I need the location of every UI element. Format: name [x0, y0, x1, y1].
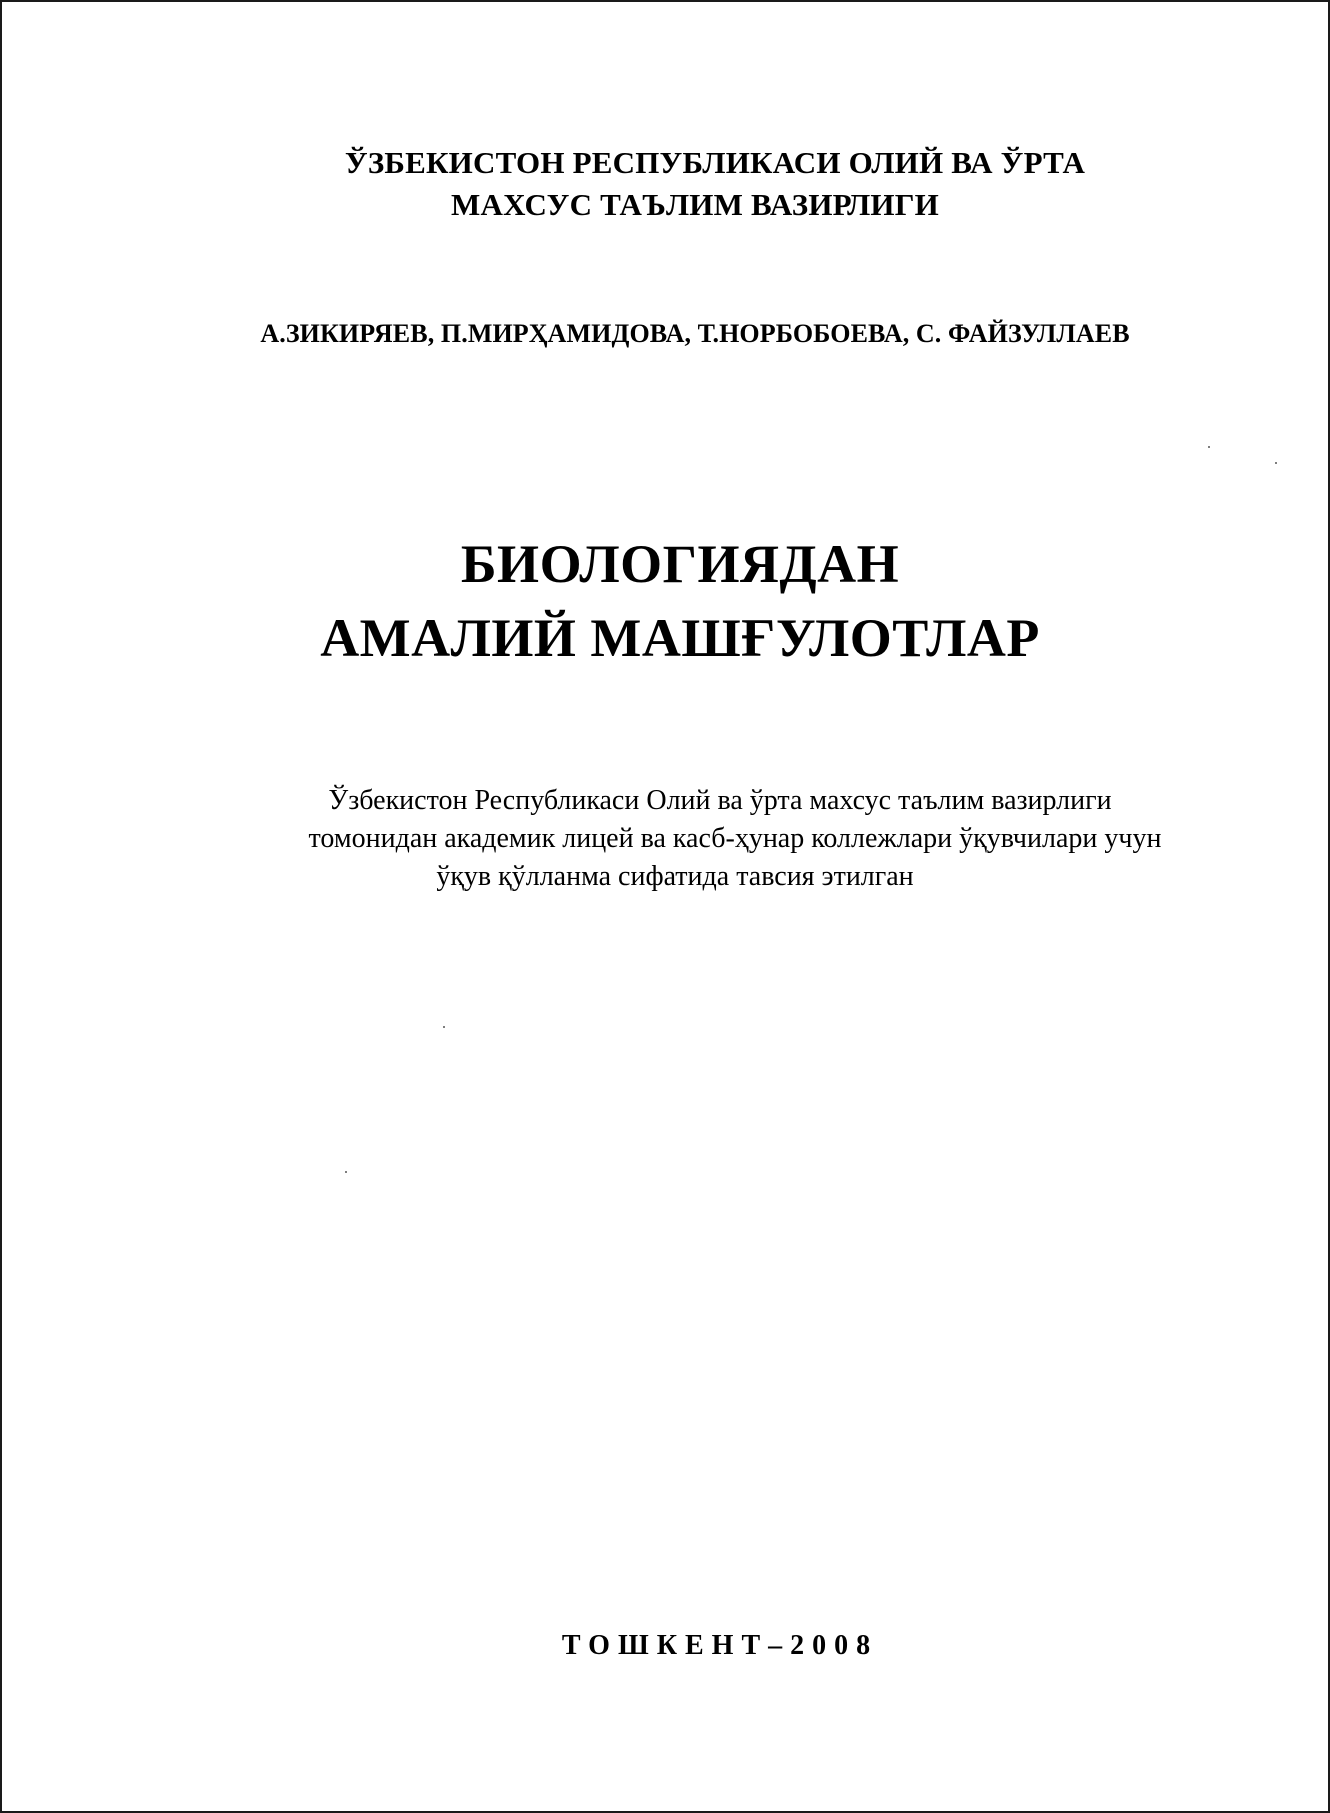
approval-statement [2, 782, 1328, 896]
city-year: ТОШКЕНТ–2008 [561, 1630, 879, 1661]
ministry-heading-line-2: МАХСУС ТАЪЛИМ ВАЗИРЛИГИ [451, 187, 939, 222]
approval-line-1: Ўзбекистон Республикаси Олий ва ўрта махсус таълим вазирлиги [328, 785, 1112, 816]
scan-speck [1208, 446, 1210, 448]
scan-speck [1275, 462, 1277, 464]
scan-speck [345, 1171, 347, 1173]
ministry-heading [2, 142, 1328, 226]
book-title [2, 527, 1328, 675]
ministry-heading-line-1: ЎЗБЕКИСТОН РЕСПУБЛИКАСИ ОЛИЙ ВА ЎРТА [344, 145, 1086, 180]
book-title-line-1: БИОЛОГИЯДАН [460, 534, 900, 594]
approval-line-3: ўқув қўлланма сифатида тавсия этилган [436, 861, 914, 892]
authors-line: А.ЗИКИРЯЕВ, П.МИРҲАМИДОВА, Т.НОРБОБОЕВА, С. ФАЙЗУЛЛАЕВ [260, 319, 1130, 348]
approval-line-2: томонидан академик лицей ва касб-ҳунар коллежлари ўқувчилари учун [308, 823, 1162, 854]
book-title-line-2: АМАЛИЙ МАШҒУЛОТЛАР [320, 608, 1040, 668]
scan-speck [443, 1026, 445, 1028]
